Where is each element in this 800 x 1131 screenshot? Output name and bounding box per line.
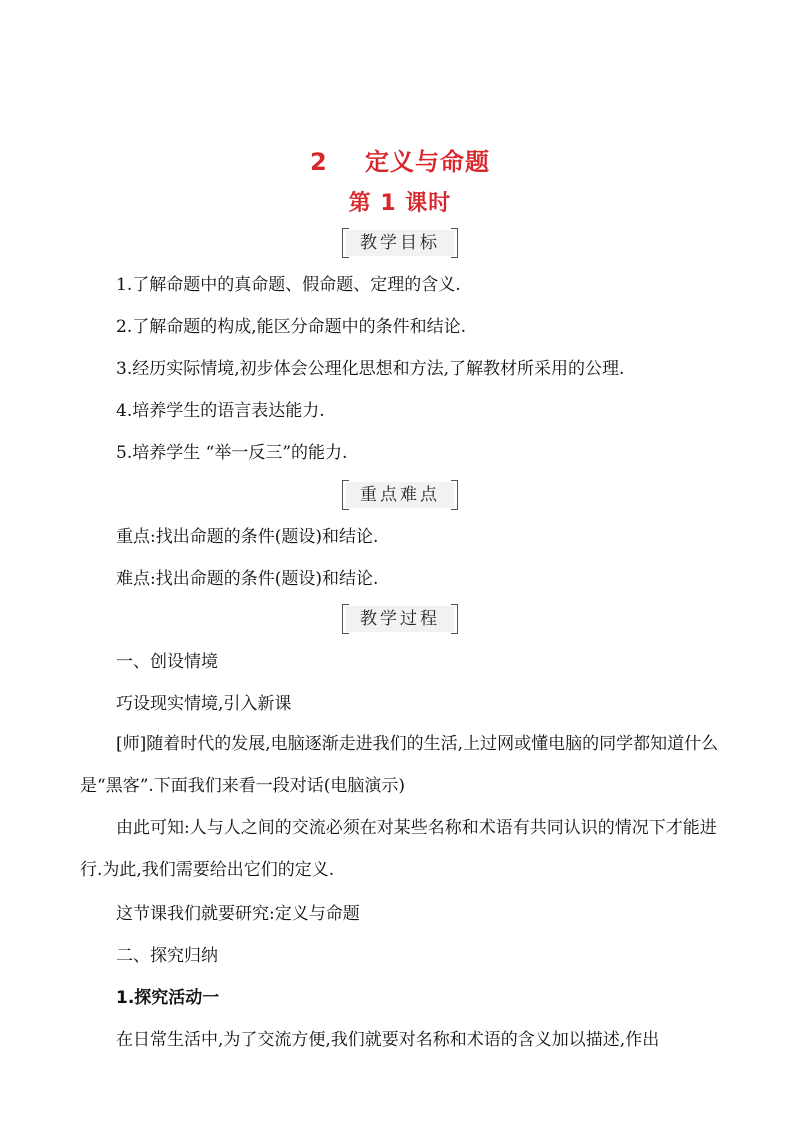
lesson-subtitle: 第 1 课时 [348, 191, 452, 216]
section-heading-key-points [0, 482, 800, 510]
section-heading-objectives [0, 230, 800, 258]
objective-item-5: 5.培养学生 “举一反三”的能力. [116, 443, 348, 463]
section-label-process: 教学过程 [346, 606, 454, 632]
objective-item-1: 1.了解命题中的真命题、假命题、定理的含义. [116, 275, 461, 295]
chapter-title: 2 定义与命题 [309, 148, 491, 176]
difficulty-point: 难点:找出命题的条件(题设)和结论. [116, 569, 379, 589]
paragraph-conclusion: 由此可知:人与人之间的交流必须在对某些名称和术语有共同认识的情况下才能进行.为此,我们需要给出它们的定义. [80, 818, 717, 880]
objective-item-3: 3.经历实际情境,初步体会公理化思想和方法,了解教材所采用的公理. [116, 359, 625, 379]
section-heading-process [0, 606, 800, 634]
section-label-key-points: 重点难点 [346, 482, 454, 508]
objective-item-2: 2.了解命题的构成,能区分命题中的条件和结论. [116, 317, 467, 337]
paragraph-topic: 这节课我们就要研究:定义与命题 [116, 904, 360, 924]
paragraph-intro: [师]随着时代的发展,电脑逐渐走进我们的生活,上过网或懂电脑的同学都知道什么是“黑客”.下面我们来看一段对话(电脑演示) [80, 734, 719, 796]
paragraph-activity1: 在日常生活中,为了交流方便,我们就要对名称和术语的含义加以描述,作出 [116, 1030, 660, 1050]
part1-heading: 一、创设情境 [116, 652, 218, 672]
focus-point: 重点:找出命题的条件(题设)和结论. [116, 527, 379, 547]
part1-subheading: 巧设现实情境,引入新课 [116, 694, 292, 714]
section-label-objectives: 教学目标 [346, 230, 454, 256]
activity1-heading: 1.探究活动一 [116, 988, 220, 1008]
part2-heading: 二、探究归纳 [116, 946, 218, 966]
objective-item-4: 4.培养学生的语言表达能力. [116, 401, 325, 421]
